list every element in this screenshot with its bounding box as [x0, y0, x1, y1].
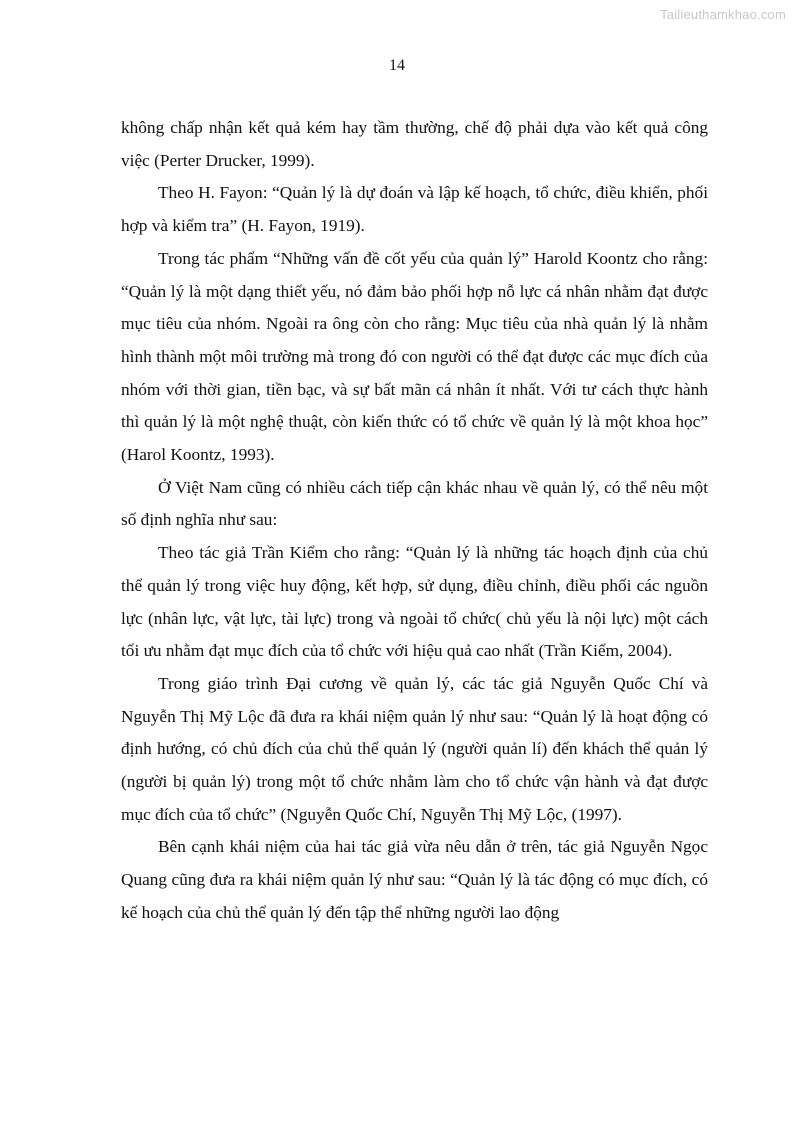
page-number: 14	[389, 57, 405, 74]
document-body	[121, 112, 708, 930]
paragraph-vietnam: Ở Việt Nam cũng có nhiều cách tiếp cận khác nhau về quản lý, có thể nêu một số định nghĩa như sau:	[121, 477, 708, 530]
paragraph-tran-kiem: Theo tác giả Trần Kiểm cho rằng: “Quản lý là những tác hoạch định của chủ thể quản lý trong việc huy động, kết hợp, sử dụng, điều chỉnh, điều phối các nguồn lực (nhân lực, vật lực, tài lực) trong và ngoài tổ chức( chủ yếu là nội lực) một cách tối ưu nhằm đạt mục đích của tổ chức với hiệu quả cao nhất (Trần Kiểm, 2004).	[121, 543, 708, 661]
paragraph-continuation: không chấp nhận kết quả kém hay tầm thường, chế độ phải dựa vào kết quả công việc (Perter Drucker, 1999).	[121, 118, 708, 170]
paragraph-koontz: Trong tác phẩm “Những vấn đề cốt yếu của quản lý” Harold Koontz cho rằng: “Quản lý là một dạng thiết yếu, nó đảm bảo phối hợp nỗ lực cá nhân nhằm đạt được mục tiêu của nhóm. Ngoài ra ông còn cho rằng: Mục tiêu của nhà quản lý là nhằm hình thành một môi trường mà trong đó con người có thể đạt được các mục đích của nhóm với thời gian, tiền bạc, và sự bất mãn cá nhân ít nhất. Với tư cách thực hành thì quản lý là một nghệ thuật, còn kiến thức có tổ chức về quản lý là một khoa học” (Harol Koontz, 1993).	[121, 248, 708, 465]
paragraph-ngoc-quang: Bên cạnh khái niệm của hai tác giả vừa nêu dẫn ở trên, tác giả Nguyễn Ngọc Quang cũng đưa ra khái niệm quản lý như sau: “Quản lý là tác động có mục đích, có kế hoạch của chủ thể quản lý đến tập thể những người lao động	[121, 837, 708, 922]
watermark: Tailieuthamkhao.com	[660, 7, 786, 22]
paragraph-fayon: Theo H. Fayon: “Quản lý là dự đoán và lập kế hoạch, tổ chức, điều khiển, phối hợp và kiểm tra” (H. Fayon, 1919).	[121, 183, 708, 236]
paragraph-quoc-chi: Trong giáo trình Đại cương về quản lý, các tác giả Nguyễn Quốc Chí và Nguyễn Thị Mỹ Lộc đã đưa ra khái niệm quản lý như sau: “Quản lý là hoạt động có định hướng, có chủ đích của chủ thể quản lý (người quản lí) đến khách thể quản lý (người bị quản lý) trong một tổ chức nhằm làm cho tổ chức vận hành và đạt được mục đích của tổ chức” (Nguyễn Quốc Chí, Nguyễn Thị Mỹ Lộc, (1997).	[121, 673, 708, 824]
